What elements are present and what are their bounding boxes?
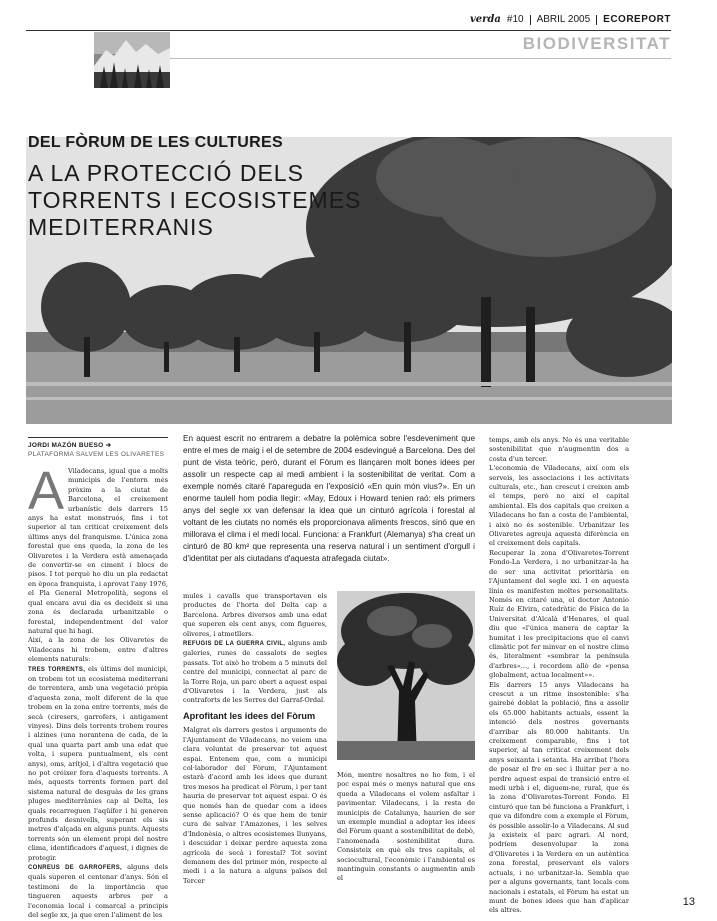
- issue-date: ABRIL 2005: [536, 14, 591, 25]
- paragraph: L'economia de Viladecans, així com els serveis, les associacions i les activitats culturals, etc., han crescut i creixen amb el temps, però no així el capital ambiental. Els dos capitals que creixen a Viladecans ho fan a costa de l'ambiental, i això no és sostenible. Urbanitzar les Olivaretes agreuja aquesta diferència en el creixement dels capitals.: [489, 464, 629, 548]
- paragraph: CONREUS DE GARROFERS, alguns dels quals superen el centenar d'anys. Són el testimoni de la importància que tingueren aquests arbres per a l'economia local i comarcal a principis del segle xx, ja que eren l'aliment de les: [28, 863, 168, 920]
- paragraph: Així, a la zona de les Olivaretes de Viladecans hi trobem, entre d'altres elements naturals:: [28, 636, 168, 664]
- body-column-2: [183, 592, 327, 886]
- masthead-row: [470, 14, 671, 25]
- separator: [530, 15, 531, 25]
- arrow-right-icon: ➔: [105, 442, 112, 449]
- body-column-1: [28, 461, 168, 921]
- paragraph: Viladecans, igual que a molts municipis de l'entorn més pròxim a la ciutat de Barcelona, el creixement urbanístic dels darrers 15 anys ha estat monstruós, fins i tot superior al tan criticat creixement dels últims anys del franquisme. L'única zona forestal que ens queda, la zona de les Olivaretes i la Verdera està amenaçada de convertir-se en ciment i blocs de pisos. I tot perquè ho diu un pla redactat en època franquista, i aprovat l'any 1976, el Pla General Metropolità, segons el qual encara avui dia es decideix si una zona és declarada urbanitzable o forestal, independentment del valor natural que hi hagi.: [28, 467, 168, 635]
- separator: [596, 15, 597, 25]
- paragraph: TRES TORRENTS, els últims del municipi, on trobem tot un ecosistema mediterrani de torrentera, amb una vegetació pròpia d'aquesta zona, molt diferent de la que trobem en la zona entre torrents, més de secà (ciresers, garrofers, i antigament vinyes). Dins dels torrents trobem roures i alzines (una norantena de cada, de la qual una quarta part amb una edat que volta, i supera puntualment, els cent anys), oms, arítjol, i d'altra vegetació que no pot créixer fora d'aquests torrents. A més, aquests torrents formen part del sistema natural de desguàs de les grans pluges mediterrànies cap al Delta, les quals recarreguen l'aqüífer i hi generen profunds desnivells, superant els sis metres d'alçada en alguns punts. Aquests torrents són un element propi del nostre clima, identificadors d'aquest, i dignes de protegir.: [28, 664, 168, 862]
- subheading: Aprofitant les idees del Fòrum: [183, 710, 316, 721]
- paragraph: Els darrers 15 anys Viladecans ha crescut a un ritme insostenible: s'ha gairebé doblat la població, fins a assolir els 65.000 habitants actuals, essent la intenció dels nostres governants d'arribar als 80.000 habitants. Un creixement comparable, fins i tot superior, al tan criticat creixement dels anys seixanta i setanta. Ha arribat l'hora de posar el fre en sec i lluitar per a no perdre aquest espai de transició entre el medi urbà i el, diguem-ne, rural, que és la zona d'Olivaretes-Torrent Fondo. El cinturó que tan bé funciona a Frankfurt, i que va difondre com a exemple el Fòrum, és possible assolir-lo a Viladecans. Al sud ja existeix el parc agrari. Al nord, podríem desenvolupar la zona d'Olivaretes i la Verdera en un autèntica zona forestal, preservant els valors actuals, i no urbanitzar-la. Sembla que per a alguns governants, tant locals com nacionals i estatals, el Fòrum ha estat un munt de bones idees que han d'aplicar els altres.: [489, 680, 629, 915]
- body-column-4: [489, 436, 629, 916]
- paragraph: Malgrat els darrers gestos i arguments de l'Ajuntament de Viladecans, no veiem una clara voluntat de preservar tot aquest espai. Entenem que, com a municipi col·laborador del Fòrum, l'Ajuntament estarà d'acord amb les idees que durant tres mesos ha predicat el Fòrum, i per tant hauria de preservar tot aquest espai. O és que només han de quedar com a idees sense aplicació? O és que hem de tenir cura de salvar l'Amazones, i les selves d'Indonèsia, o altres ecosistemes llunyans, i descuidar i deixar perdre aquesta zona agrícola de secà i forestal? Tot sovint demanem des del primer món, respecte al medi i a la natura a alguns països del Tercer: [183, 726, 327, 885]
- old-tree-photo: [337, 591, 475, 760]
- paragraph: temps, amb els anys. No és una veritable sostenibilitat que n'augmentin dos a costa d'un tercer.: [489, 436, 629, 463]
- article-intro: En aquest escrit no entrarem a debatre la polèmica sobre l'esdeveniment que entre el mes de maig i el de setembre de 2004 esdevingué a Barcelona. Des del punt de vista teòric, però, durant el Fòrum es llançaren molt bones idees per assolir un respecte cap al medi ambient i la sostenibilitat de veritat. Com a exemple només citaré l'apareguda en l'exposició «En quin món vius?». En un enorme taulell hom podia llegir: «May, Edoux i Howard tenien raó: els primers anys del segle xx van defensar la idea que un cinturó agrícola i forestal al voltant de les ciutats no només els proporcionava aliments frescos, sinó que en millorava el clima i el medi local. Funciona: a Frankfurt (Alemanya) s'ha creat un cinturó de 80 km² que representa una reserva natural i un sentiment d'orgull i d'identitat per als ciutadans d'aquesta atrafegada ciutat».: [183, 434, 475, 563]
- issue-number: #10: [506, 14, 524, 25]
- magazine-logo: verda: [469, 14, 501, 25]
- section-rubric: BIODIVERSITAT: [522, 34, 671, 53]
- paragraph: REFUGIS DE LA GUERRA CIVIL, alguns amb galeries, runes de cassalots de segles passats. Tot això ho trobem a 5 minuts del centre del municipi, connectat al parc de la Torre Roja, un parc obert a aquest espai d'Olivaretes i la Verdera, just als contraforts de les Serres del Garraf-Ordal.: [183, 639, 327, 705]
- body-column-3: [337, 771, 475, 884]
- rubric-thumbnail-mountains: [94, 32, 170, 88]
- article-kicker: DEL FÒRUM DE LES CULTURES: [28, 134, 283, 151]
- page-number: 13: [682, 896, 695, 908]
- drop-cap: A: [28, 461, 65, 521]
- paragraph: mules i cavalls que transportaven els productes de l'horta del Delta cap a Barcelona. Arbres diversos amb una edat que superen els cent anys, com figueres, oliveres, i atmetllers.: [183, 592, 327, 638]
- section-name: ECOREPORT: [603, 14, 671, 25]
- article-title: A LA PROTECCIÓ DELS TORRENTS I ECOSISTEMES MEDITERRANIS: [28, 160, 362, 240]
- author-name: JORDI MAZÓN BUESO ➔: [28, 442, 112, 449]
- author-organization: PLATAFORMA SALVEM LES OLIVARETES: [28, 451, 165, 458]
- byline: [28, 437, 168, 459]
- rubric-divider: [170, 58, 671, 59]
- paragraph: Recuperar la zona d'Olivaretes-Torrent Fondo-La Verdera, i no urbanitzar-la ha de ser una activitat prioritària en l'Ajuntament del segle xxi. I en aquesta línia es manifesten moltes personalitats. Només en citaré una, el doctor Antonio Ruíz de Elvira, catedràtic de Física de la Universitat d'Alcalà d'Henares, el qual diu que «l'única manera de captar la humitat i les precipitacions que el canvi climàtic pot fer minvar en el nostre clima és, literalment «sembrar la península d'arbres»..., i recordem allò de «pensa globalment, actua localment»».: [489, 548, 629, 680]
- paragraph: Món, mentre nosaltres no ho fem, i el poc espai més o menys natural que ens queda a Viladecans el volem asfaltar i pavimentar. Viladecans, i la resta de municipis de Catalunya, haurien de ser un exemple mundial a adoptar les idees del Fòrum quant a sostenibilitat de debò, l'anomenada sostenibilitat dura. Consisteix en què els tres capitals, el sociocultural, l'econòmic i l'ambiental es mantinguin constants o augmentin amb el: [337, 771, 475, 883]
- masthead-bar: [26, 14, 671, 31]
